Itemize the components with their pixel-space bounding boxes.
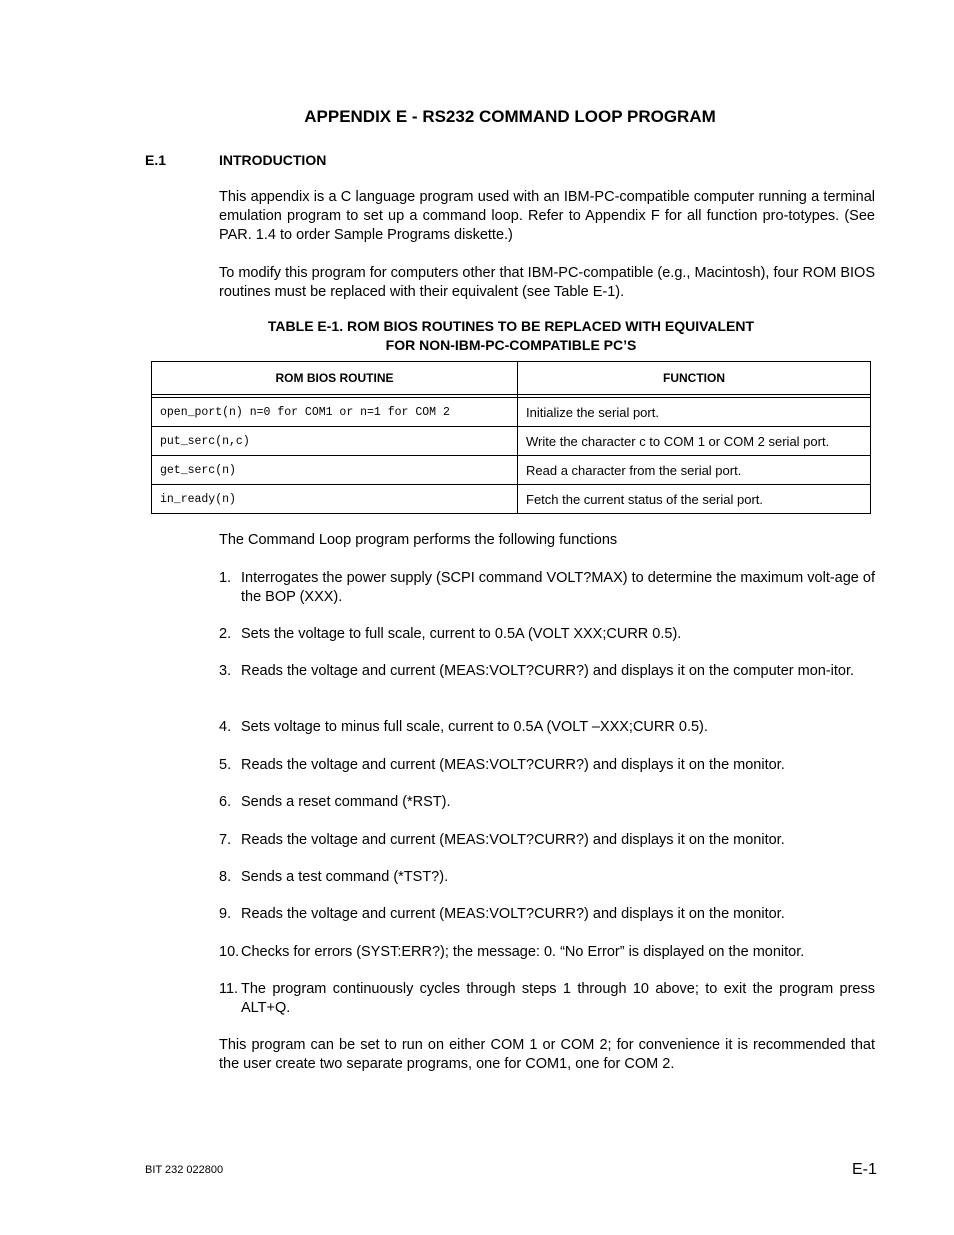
list-item-text: Sets the voltage to full scale, current to 0.5A (VOLT XXX;CURR 0.5). bbox=[241, 626, 682, 642]
list-item bbox=[219, 943, 875, 962]
list-item-text: Sends a test command (*TST?). bbox=[241, 869, 449, 885]
list-item-text: Sets voltage to minus full scale, current to 0.5A (VOLT –XXX;CURR 0.5). bbox=[241, 719, 708, 735]
header-function: FUNCTION bbox=[518, 362, 871, 395]
list-item bbox=[219, 980, 875, 1018]
header-routine: ROM BIOS ROUTINE bbox=[152, 362, 518, 395]
list-item-number: 7. bbox=[219, 832, 232, 848]
list-item-text: Reads the voltage and current (MEAS:VOLT?CURR?) and displays it on the computer mon-itor. bbox=[241, 663, 855, 679]
table-caption-line-1: TABLE E-1. ROM BIOS ROUTINES TO BE REPLACED WITH EQUIVALENT bbox=[267, 318, 755, 334]
list-item bbox=[219, 625, 875, 644]
list-item bbox=[219, 756, 875, 775]
footer-page-number: E-1 bbox=[852, 1161, 877, 1178]
list-item-number: 8. bbox=[219, 869, 232, 885]
list-item-text: The program continuously cycles through steps 1 through 10 above; to exit the program press ALT+Q. bbox=[241, 981, 875, 1016]
table-caption-line-2: FOR NON-IBM-PC-COMPATIBLE PC’S bbox=[385, 337, 637, 353]
table-row bbox=[152, 456, 871, 485]
routine-cell: open_port(n) n=0 for COM1 or n=1 for COM 2 bbox=[152, 398, 518, 427]
routine-cell: put_serc(n,c) bbox=[152, 427, 518, 456]
list-item bbox=[219, 868, 875, 887]
list-item-text: Reads the voltage and current (MEAS:VOLT?CURR?) and displays it on the monitor. bbox=[241, 757, 785, 773]
section-number: E.1 bbox=[145, 152, 167, 168]
section-title: INTRODUCTION bbox=[219, 152, 327, 168]
table-caption bbox=[151, 317, 871, 355]
list-item-text: Reads the voltage and current (MEAS:VOLT?CURR?) and displays it on the monitor. bbox=[241, 832, 785, 848]
list-item-number: 11. bbox=[219, 981, 239, 997]
list-item bbox=[219, 905, 875, 924]
list-item-number: 5. bbox=[219, 757, 232, 773]
list-item-number: 10. bbox=[219, 944, 240, 960]
list-item-text: Checks for errors (SYST:ERR?); the message: 0. “No Error” is displayed on the monitor. bbox=[241, 944, 805, 960]
list-item bbox=[219, 793, 875, 812]
routine-cell: get_serc(n) bbox=[152, 456, 518, 485]
list-item-text: Reads the voltage and current (MEAS:VOLT?CURR?) and displays it on the monitor. bbox=[241, 906, 785, 922]
list-item-number: 4. bbox=[219, 719, 232, 735]
rom-bios-table bbox=[151, 361, 871, 514]
function-cell: Initialize the serial port. bbox=[518, 398, 871, 427]
list-intro: The Command Loop program performs the following functions bbox=[219, 532, 618, 548]
list-item-text: Interrogates the power supply (SCPI command VOLT?MAX) to determine the maximum volt-age of the BOP (XXX). bbox=[241, 570, 875, 605]
closing-paragraph: This program can be set to run on either COM 1 or COM 2; for convenience it is recommended that the user create two separate programs, one for COM1, one for COM 2. bbox=[219, 1037, 875, 1072]
table-row bbox=[152, 398, 871, 427]
table-header-row bbox=[152, 362, 871, 395]
table-row bbox=[152, 485, 871, 514]
footer-document-code: BIT 232 022800 bbox=[145, 1164, 224, 1176]
routine-cell: in_ready(n) bbox=[152, 485, 518, 514]
list-item bbox=[219, 569, 875, 607]
list-item bbox=[219, 831, 875, 850]
function-cell: Read a character from the serial port. bbox=[518, 456, 871, 485]
list-item-text: Sends a reset command (*RST). bbox=[241, 794, 451, 810]
list-item-number: 2. bbox=[219, 626, 232, 642]
list-item-number: 1. bbox=[219, 570, 232, 586]
intro-paragraph-1: This appendix is a C language program used with an IBM-PC-compatible computer running a terminal emulation program to set up a command loop. Refer to Appendix F for all function pro-totypes. (See PAR. 1.4 to order Sample Programs diskette.) bbox=[219, 189, 875, 243]
list-item-number: 3. bbox=[219, 663, 232, 679]
table-row bbox=[152, 427, 871, 456]
intro-paragraph-2: To modify this program for computers other that IBM-PC-compatible (e.g., Macintosh), four ROM BIOS routines must be replaced with their equivalent (see Table E-1). bbox=[219, 265, 875, 300]
function-cell: Write the character c to COM 1 or COM 2 serial port. bbox=[518, 427, 871, 456]
page-title: APPENDIX E - RS232 COMMAND LOOP PROGRAM bbox=[304, 107, 716, 126]
list-item bbox=[219, 662, 875, 681]
list-item-number: 9. bbox=[219, 906, 232, 922]
list-item-number: 6. bbox=[219, 794, 232, 810]
list-item bbox=[219, 718, 875, 737]
function-cell: Fetch the current status of the serial port. bbox=[518, 485, 871, 514]
